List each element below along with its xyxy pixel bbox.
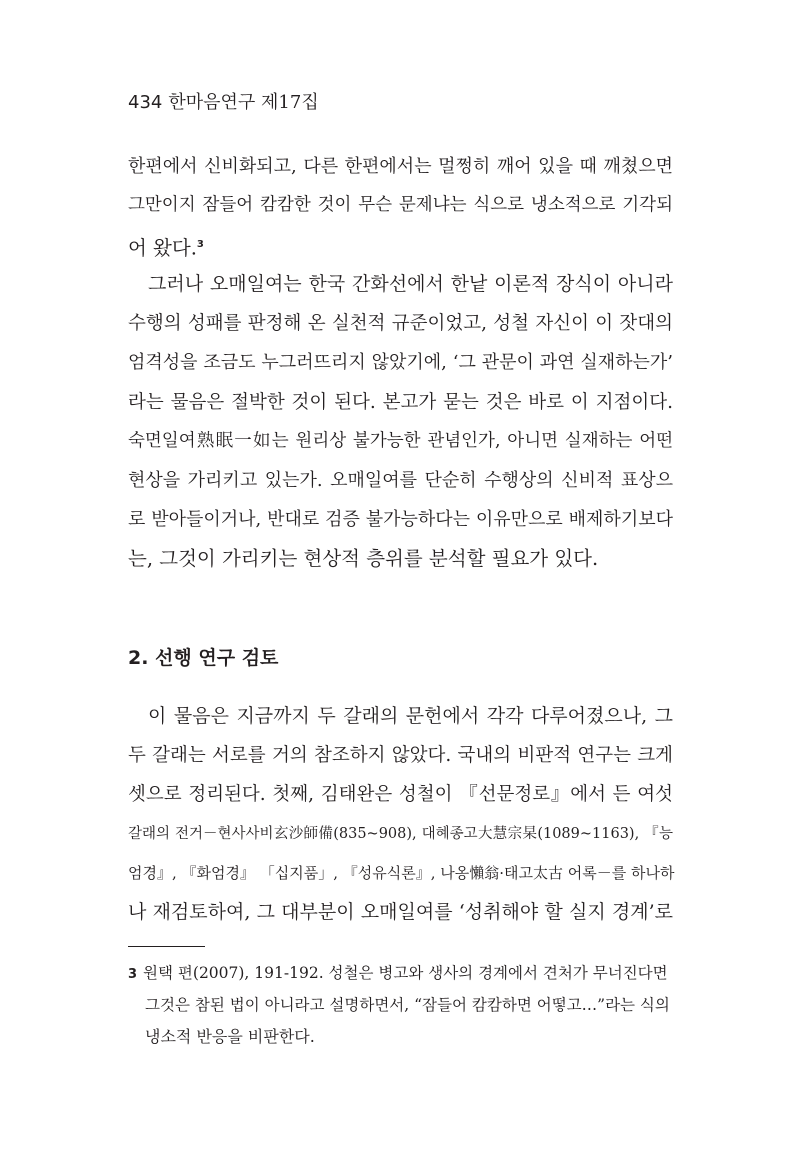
text-line: 그러나 오매일여는 한국 간화선에서 한낱 이론적 장식이 아니라 (148, 273, 673, 295)
text-line: 숙면일여熟眠一如는 원리상 불가능한 관념인가, 아니면 실재하는 어떤 (128, 430, 673, 451)
text-line: 이 물음은 지금까지 두 갈래의 문헌에서 각각 다루어졌으나, 그 (148, 705, 673, 727)
running-header (128, 88, 319, 114)
paragraph-2 (128, 265, 673, 579)
paragraph-1 (128, 147, 673, 268)
footnote-line (128, 958, 673, 990)
text-line: 는, 그것이 가리키는 현상적 층위를 분석할 필요가 있다. (128, 547, 599, 571)
text-line: 로 받아들이거나, 반대로 검증 불가능하다는 이유만으로 배제하기보다 (128, 509, 673, 531)
text-line: 엄경』, 『화엄경』 「십지품」, 『성유식론』, 나옹懶翁·태고太古 어록－를 하나하 (128, 863, 675, 882)
text-line: 현상을 가리키고 있는가. 오매일여를 단순히 수행상의 신비적 표상으 (128, 470, 673, 492)
footnote (128, 958, 673, 1052)
text-line: 엄격성을 조금도 누그러뜨리지 않았기에, ‘그 관문이 과연 실재하는가’ (128, 352, 673, 374)
footnote-divider (128, 946, 205, 947)
page-number: 434 (128, 92, 163, 113)
text-line: 라는 물음은 절박한 것이 된다. 본고가 묻는 것은 바로 이 지점이다. (128, 391, 673, 413)
footnote-mark[interactable]: 3 (196, 239, 204, 251)
paragraph-3 (128, 697, 673, 932)
footnote-text: 원택 편(2007), 191-192. 성철은 병고와 생사의 경계에서 견처가 무너진다면 (143, 964, 668, 982)
text-line: 수행의 성패를 판정해 온 실천적 규준이었고, 성철 자신이 이 잣대의 (128, 313, 673, 335)
text-line: 갈래의 전거－현사사비玄沙師備(835~908), 대혜종고大慧宗杲(1089~1163), 『능 (128, 825, 673, 842)
section-heading: 2. 선행 연구 검토 (128, 647, 279, 669)
text-line: 그만이지 잠들어 캄캄한 것이 무슨 문제냐는 식으로 냉소적으로 기각되 (128, 195, 673, 216)
text-line: 두 갈래는 서로를 거의 참조하지 않았다. 국내의 비판적 연구는 크게 (128, 745, 673, 767)
footnote-line: 냉소적 반응을 비판한다. (145, 1027, 315, 1046)
text-line: 셋으로 정리된다. 첫째, 김태완은 성철이 『선문정로』에서 든 여섯 (128, 784, 673, 806)
footnote-line: 그것은 참된 법이 아니라고 설명하면서, “잠들어 캄캄하면 어떻고…”라는 식의 (145, 996, 670, 1014)
text-line (128, 225, 673, 268)
journal-title: 한마음연구 제17집 (168, 92, 319, 113)
text-line-content: 어 왔다. (128, 236, 197, 260)
text-line: 한편에서 신비화되고, 다른 한편에서는 멀쩡히 깨어 있을 때 깨쳤으면 (128, 156, 673, 177)
footnote-number: 3 (128, 967, 138, 982)
text-line: 나 재검토하여, 그 대부분이 오매일여를 ‘성취해야 할 실지 경계’로 (128, 901, 673, 924)
